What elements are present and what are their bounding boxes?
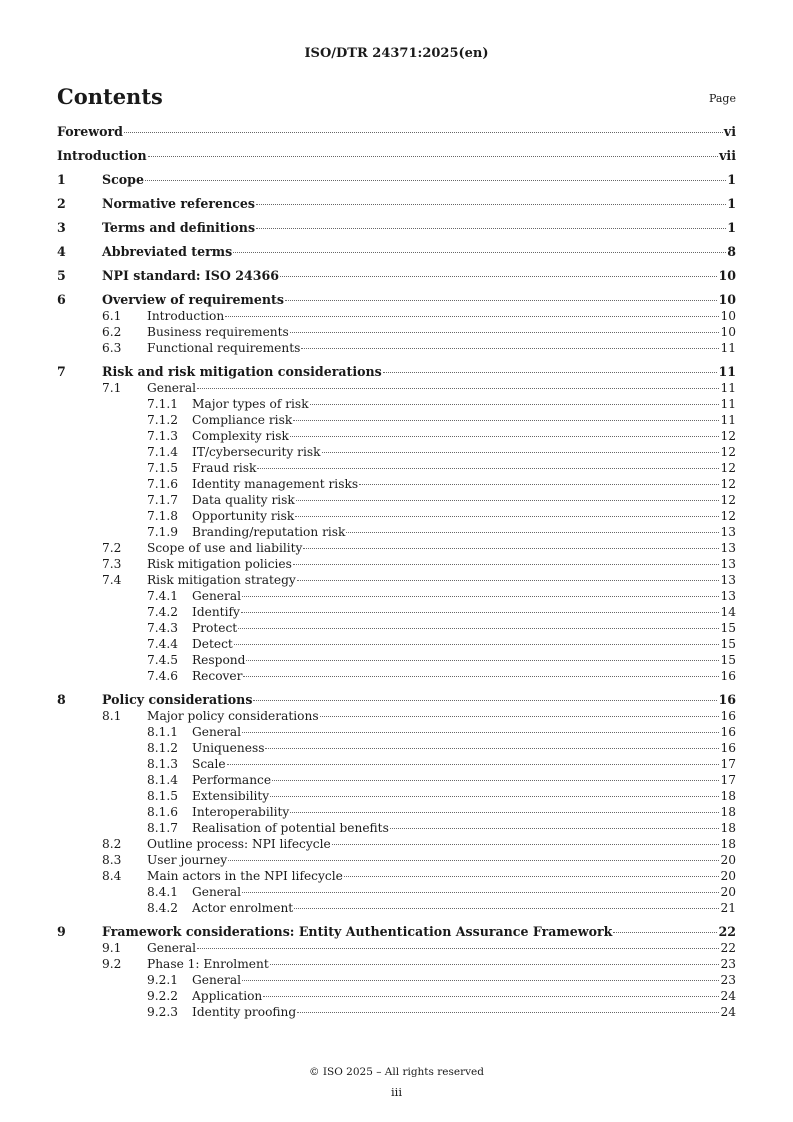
toc-entry-number: 7.4.1	[147, 589, 179, 603]
toc-entry-number: 8.1.5	[147, 789, 179, 803]
dot-leader	[270, 964, 720, 965]
toc-entry[interactable]	[57, 820, 736, 836]
toc-entry[interactable]	[57, 324, 736, 340]
toc-entry[interactable]	[57, 604, 736, 620]
toc-entry-number: 4	[57, 244, 66, 259]
toc-entry-title: Branding/reputation risk	[192, 525, 346, 539]
toc-entry-page: 11	[720, 413, 736, 427]
toc-entry-number: 5	[57, 268, 66, 283]
toc-entry-number: 8.2	[102, 837, 122, 851]
toc-entry-number: 6.2	[102, 325, 122, 339]
toc-entry-page: 17	[720, 773, 736, 787]
dot-leader	[310, 404, 720, 405]
toc-entry[interactable]	[57, 756, 736, 772]
toc-entry-number: 7.1.9	[147, 525, 179, 539]
toc-entry[interactable]	[57, 396, 736, 412]
dot-leader	[242, 980, 719, 981]
toc-entry-title: General	[192, 885, 241, 899]
toc-entry-page: vi	[723, 124, 736, 139]
toc-entry-page: 21	[720, 901, 736, 915]
toc-entry-title: Foreword	[57, 124, 123, 139]
toc-entry-page: 20	[720, 885, 736, 899]
toc-entry-title: Risk mitigation strategy	[147, 573, 296, 587]
toc-entry-title: Recover	[192, 669, 243, 683]
toc-entry[interactable]	[57, 460, 736, 476]
dot-leader	[197, 948, 719, 949]
toc-entry-title: Detect	[192, 637, 233, 651]
dot-leader	[228, 860, 719, 861]
toc-entry-number: 8.4.1	[147, 885, 179, 899]
dot-leader	[332, 844, 720, 845]
toc-entry-page: 12	[720, 509, 736, 523]
toc-entry[interactable]	[57, 196, 736, 212]
dot-leader	[246, 660, 719, 661]
dot-leader	[295, 516, 719, 517]
toc-entry-title: Major policy considerations	[147, 709, 319, 723]
toc-entry-number: 9.2.3	[147, 1005, 179, 1019]
toc-entry-title: Respond	[192, 653, 246, 667]
toc-entry-number: 8.1.6	[147, 805, 179, 819]
toc-entry-number: 8.1.7	[147, 821, 179, 835]
toc-entry-title: Identity management risks	[192, 477, 359, 491]
toc-entry[interactable]	[57, 620, 736, 636]
toc-entry-page: 18	[720, 805, 736, 819]
toc-entry[interactable]	[57, 244, 736, 260]
toc-entry-number: 7.1.5	[147, 461, 179, 475]
toc-entry-page: 13	[720, 589, 736, 603]
toc-entry-number: 8.1.4	[147, 773, 179, 787]
toc-entry-number: 7.1	[102, 381, 122, 395]
toc-entry-number: 2	[57, 196, 66, 211]
toc-entry-page: 12	[720, 461, 736, 475]
toc-entry-page: 12	[720, 429, 736, 443]
dot-leader	[256, 228, 726, 229]
toc-entry[interactable]	[57, 508, 736, 524]
dot-leader	[270, 796, 719, 797]
toc-entry-number: 8.1	[102, 709, 122, 723]
toc-entry-page: 20	[720, 869, 736, 883]
dot-leader	[257, 468, 719, 469]
dot-leader	[242, 892, 719, 893]
toc-entry[interactable]	[57, 308, 736, 324]
dot-leader	[297, 1012, 719, 1013]
toc-entry-page: 18	[720, 821, 736, 835]
toc-entry-page: 13	[720, 541, 736, 555]
dot-leader	[234, 644, 720, 645]
dot-leader	[301, 348, 719, 349]
toc-entry[interactable]	[57, 740, 736, 756]
toc-entry-title: General	[192, 973, 241, 987]
dot-leader	[390, 828, 720, 829]
toc-entry-number: 6.1	[102, 309, 122, 323]
toc-entry-page: 15	[720, 621, 736, 635]
dot-leader	[293, 420, 719, 421]
toc-entry[interactable]	[57, 636, 736, 652]
document-header: ISO/DTR 24371:2025(en)	[304, 46, 489, 61]
dot-leader	[294, 908, 719, 909]
toc-entry-number: 1	[57, 172, 66, 187]
toc-entry-page: 11	[720, 381, 736, 395]
toc-entry-title: Scale	[192, 757, 226, 771]
toc-entry-title: Data quality risk	[192, 493, 295, 507]
toc-entry-title: Scope of use and liability	[147, 541, 303, 555]
toc-entry[interactable]	[57, 476, 736, 492]
dot-leader	[320, 716, 720, 717]
dot-leader	[344, 876, 720, 877]
toc-entry[interactable]	[57, 708, 736, 724]
toc-entry-title: Risk and risk mitigation considerations	[102, 364, 382, 379]
toc-entry[interactable]	[57, 148, 736, 164]
toc-entry-title: General	[147, 381, 196, 395]
toc-entry-title: Protect	[192, 621, 238, 635]
toc-entry[interactable]	[57, 364, 736, 380]
toc-entry-title: IT/cybersecurity risk	[192, 445, 321, 459]
page-number: iii	[390, 1085, 403, 1099]
dot-leader	[296, 500, 720, 501]
dot-leader	[241, 612, 720, 613]
dot-leader	[280, 276, 717, 277]
dot-leader	[290, 436, 720, 437]
toc-entry-title: Risk mitigation policies	[147, 557, 292, 571]
toc-entry-page: 12	[720, 445, 736, 459]
dot-leader	[197, 388, 719, 389]
dot-leader	[265, 748, 719, 749]
toc-entry[interactable]	[57, 1004, 736, 1020]
toc-entry[interactable]	[57, 772, 736, 788]
dot-leader	[272, 780, 719, 781]
toc-entry[interactable]	[57, 940, 736, 956]
dot-leader	[383, 372, 718, 373]
toc-entry-number: 7.1.4	[147, 445, 179, 459]
table-of-contents	[57, 124, 736, 1020]
toc-entry-number: 9.2.1	[147, 973, 179, 987]
dot-leader	[145, 180, 726, 181]
toc-entry-title: Interoperability	[192, 805, 290, 819]
toc-entry[interactable]	[57, 692, 736, 708]
toc-entry-title: NPI standard: ISO 24366	[102, 268, 280, 283]
toc-entry-title: General	[192, 725, 241, 739]
toc-entry-number: 9	[57, 924, 66, 939]
toc-entry-number: 6.3	[102, 341, 122, 355]
toc-entry-number: 8.4.2	[147, 901, 179, 915]
toc-entry-page: 18	[720, 837, 736, 851]
dot-leader	[148, 156, 718, 157]
toc-entry-title: Phase 1: Enrolment	[147, 957, 269, 971]
toc-entry-page: 16	[720, 725, 736, 739]
toc-entry[interactable]	[57, 444, 736, 460]
toc-entry-title: Actor enrolment	[192, 901, 294, 915]
toc-entry-title: Functional requirements	[147, 341, 301, 355]
toc-entry-number: 3	[57, 220, 66, 235]
toc-entry-page: 10	[720, 325, 736, 339]
toc-entry-page: 13	[720, 557, 736, 571]
copyright-footer: © ISO 2025 – All rights reserved	[309, 1066, 484, 1078]
toc-entry-title: Identity proofing	[192, 1005, 297, 1019]
toc-entry-number: 8.1.1	[147, 725, 179, 739]
toc-entry[interactable]	[57, 540, 736, 556]
toc-entry-page: 18	[720, 789, 736, 803]
toc-entry[interactable]	[57, 668, 736, 684]
toc-entry-number: 7.4.5	[147, 653, 179, 667]
dot-leader	[346, 532, 719, 533]
dot-leader	[303, 548, 719, 549]
toc-entry-number: 6	[57, 292, 66, 307]
toc-entry[interactable]	[57, 724, 736, 740]
page-column-label: Page	[708, 92, 736, 105]
toc-entry[interactable]	[57, 524, 736, 540]
dot-leader	[613, 932, 717, 933]
toc-entry-title: General	[192, 589, 241, 603]
toc-entry-page: 23	[720, 957, 736, 971]
toc-entry-page: 16	[718, 692, 736, 707]
toc-entry[interactable]	[57, 292, 736, 308]
toc-entry[interactable]	[57, 956, 736, 972]
toc-entry-number: 7.1.7	[147, 493, 179, 507]
toc-entry[interactable]	[57, 900, 736, 916]
toc-entry-page: 16	[720, 741, 736, 755]
toc-entry-number: 7.4.2	[147, 605, 179, 619]
toc-entry-page: 16	[720, 709, 736, 723]
toc-entry-page: 22	[720, 941, 736, 955]
dot-leader	[233, 252, 726, 253]
toc-entry-page: 12	[720, 493, 736, 507]
toc-entry[interactable]	[57, 428, 736, 444]
toc-entry[interactable]	[57, 836, 736, 852]
toc-entry-title: Fraud risk	[192, 461, 257, 475]
dot-leader	[263, 996, 719, 997]
toc-entry-page: 10	[718, 292, 736, 307]
dot-leader	[225, 316, 719, 317]
toc-entry-page: 22	[718, 924, 736, 939]
toc-entry-page: 1	[727, 172, 736, 187]
toc-entry[interactable]	[57, 868, 736, 884]
dot-leader	[290, 812, 719, 813]
toc-entry-title: Uniqueness	[192, 741, 265, 755]
toc-entry[interactable]	[57, 804, 736, 820]
toc-entry-number: 8.4	[102, 869, 122, 883]
toc-entry-page: 15	[720, 637, 736, 651]
toc-entry-page: 10	[720, 309, 736, 323]
toc-entry-page: 14	[720, 605, 736, 619]
toc-entry[interactable]	[57, 572, 736, 588]
dot-leader	[359, 484, 719, 485]
toc-entry-number: 7.4.4	[147, 637, 179, 651]
toc-entry-title: Performance	[192, 773, 272, 787]
dot-leader	[285, 300, 718, 301]
toc-entry-page: 13	[720, 525, 736, 539]
page-title: Contents	[57, 84, 163, 109]
toc-entry[interactable]	[57, 884, 736, 900]
dot-leader	[293, 564, 720, 565]
dot-leader	[256, 204, 726, 205]
toc-entry-title: Introduction	[147, 309, 225, 323]
toc-entry[interactable]	[57, 220, 736, 236]
toc-entry[interactable]	[57, 788, 736, 804]
dot-leader	[253, 700, 717, 701]
toc-entry-title: Opportunity risk	[192, 509, 295, 523]
toc-entry-title: Policy considerations	[102, 692, 253, 707]
toc-entry-page: 17	[720, 757, 736, 771]
toc-entry-title: Scope	[102, 172, 144, 187]
toc-entry-title: Business requirements	[147, 325, 289, 339]
toc-entry-title: Major types of risk	[192, 397, 309, 411]
toc-entry-title: Application	[192, 989, 263, 1003]
toc-entry[interactable]	[57, 652, 736, 668]
dot-leader	[242, 596, 719, 597]
toc-entry-title: Abbreviated terms	[102, 244, 233, 259]
toc-entry-number: 7.1.8	[147, 509, 179, 523]
toc-entry-number: 7.1.2	[147, 413, 179, 427]
toc-entry-number: 7	[57, 364, 66, 379]
toc-entry[interactable]	[57, 972, 736, 988]
toc-entry-title: Compliance risk	[192, 413, 293, 427]
toc-entry-title: Realisation of potential benefits	[192, 821, 389, 835]
toc-entry-page: 8	[727, 244, 736, 259]
toc-entry-page: 1	[727, 220, 736, 235]
toc-entry[interactable]	[57, 412, 736, 428]
toc-entry-number: 9.2	[102, 957, 122, 971]
toc-entry[interactable]	[57, 172, 736, 188]
toc-entry-number: 9.1	[102, 941, 122, 955]
toc-entry-number: 8.1.3	[147, 757, 179, 771]
dot-leader	[243, 676, 719, 677]
toc-entry-title: Main actors in the NPI lifecycle	[147, 869, 343, 883]
toc-entry-page: 23	[720, 973, 736, 987]
toc-entry-number: 7.4.6	[147, 669, 179, 683]
toc-entry-title: General	[147, 941, 196, 955]
toc-entry-title: Identify	[192, 605, 240, 619]
toc-entry-number: 7.1.1	[147, 397, 179, 411]
toc-entry[interactable]	[57, 340, 736, 356]
toc-entry-number: 7.1.6	[147, 477, 179, 491]
toc-entry[interactable]	[57, 588, 736, 604]
toc-entry-title: Extensibility	[192, 789, 270, 803]
toc-entry-number: 7.2	[102, 541, 122, 555]
toc-entry-page: 13	[720, 573, 736, 587]
toc-entry-page: 11	[720, 341, 736, 355]
toc-entry-number: 7.3	[102, 557, 122, 571]
toc-entry[interactable]	[57, 556, 736, 572]
dot-leader	[227, 764, 720, 765]
toc-entry-page: 1	[727, 196, 736, 211]
toc-entry-title: Outline process: NPI lifecycle	[147, 837, 331, 851]
toc-entry-page: 15	[720, 653, 736, 667]
toc-entry[interactable]	[57, 924, 736, 940]
toc-entry-number: 8.3	[102, 853, 122, 867]
toc-entry[interactable]	[57, 268, 736, 284]
toc-entry[interactable]	[57, 124, 736, 140]
toc-entry-page: 24	[720, 989, 736, 1003]
dot-leader	[242, 732, 719, 733]
toc-entry[interactable]	[57, 988, 736, 1004]
toc-entry[interactable]	[57, 492, 736, 508]
toc-entry-title: User journey	[147, 853, 228, 867]
dot-leader	[297, 580, 720, 581]
toc-entry-number: 9.2.2	[147, 989, 179, 1003]
toc-entry-title: Introduction	[57, 148, 147, 163]
toc-entry-page: 16	[720, 669, 736, 683]
toc-entry[interactable]	[57, 380, 736, 396]
toc-entry-number: 7.4.3	[147, 621, 179, 635]
toc-entry-number: 8.1.2	[147, 741, 179, 755]
toc-entry-page: 12	[720, 477, 736, 491]
toc-entry[interactable]	[57, 852, 736, 868]
toc-entry-title: Terms and definitions	[102, 220, 256, 235]
toc-entry-title: Framework considerations: Entity Authentication Assurance Framework	[102, 924, 613, 939]
toc-entry-number: 7.1.3	[147, 429, 179, 443]
toc-entry-page: 24	[720, 1005, 736, 1019]
toc-entry-page: 11	[718, 364, 736, 379]
toc-entry-number: 7.4	[102, 573, 122, 587]
toc-entry-title: Overview of requirements	[102, 292, 284, 307]
toc-entry-number: 8	[57, 692, 66, 707]
dot-leader	[238, 628, 719, 629]
toc-entry-title: Normative references	[102, 196, 256, 211]
toc-entry-page: vii	[719, 148, 736, 163]
dot-leader	[322, 452, 720, 453]
toc-entry-page: 20	[720, 853, 736, 867]
toc-entry-title: Complexity risk	[192, 429, 289, 443]
dot-leader	[124, 132, 723, 133]
toc-entry-page: 11	[720, 397, 736, 411]
dot-leader	[290, 332, 720, 333]
toc-entry-page: 10	[718, 268, 736, 283]
